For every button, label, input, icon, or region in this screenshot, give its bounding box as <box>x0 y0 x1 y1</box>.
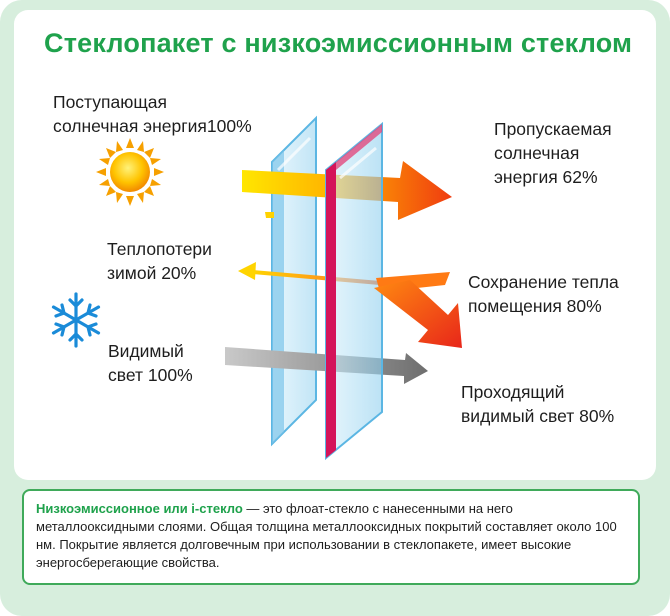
page-title: Стеклопакет с низкоэмиссионным стеклом <box>44 28 633 58</box>
inner-glass-pane <box>326 124 382 458</box>
heat-loss-label: Теплопотери зимой 20% <box>107 239 212 283</box>
definition-term: Низкоэмиссионное или i-стекло <box>36 501 243 516</box>
heat-retention-label: Сохранение тепла помещения 80% <box>468 272 619 316</box>
definition-text: — это флоат-стекло с нанесенными на него металлооксидными слоями. Общая толщина металлооксидных покрытий составляет около 100 нм. Покрытие является долговечным при использовании в стеклопакете, имеет высокие энергосберегающие свойства. <box>36 501 617 570</box>
definition-note <box>22 489 640 585</box>
visible-light-out-label: Проходящий видимый свет 80% <box>461 382 615 426</box>
heat-retention-arrow <box>374 272 462 348</box>
visible-light-in-label: Видимый свет 100% <box>108 341 193 385</box>
incoming-solar-label: Поступающая солнечная энергия100% <box>53 92 252 136</box>
snowflake-icon <box>54 294 99 346</box>
outer-glass-pane <box>272 118 316 444</box>
transmitted-solar-label: Пропускаемая солнечная энергия 62% <box>494 119 612 187</box>
sun-icon <box>96 138 164 206</box>
